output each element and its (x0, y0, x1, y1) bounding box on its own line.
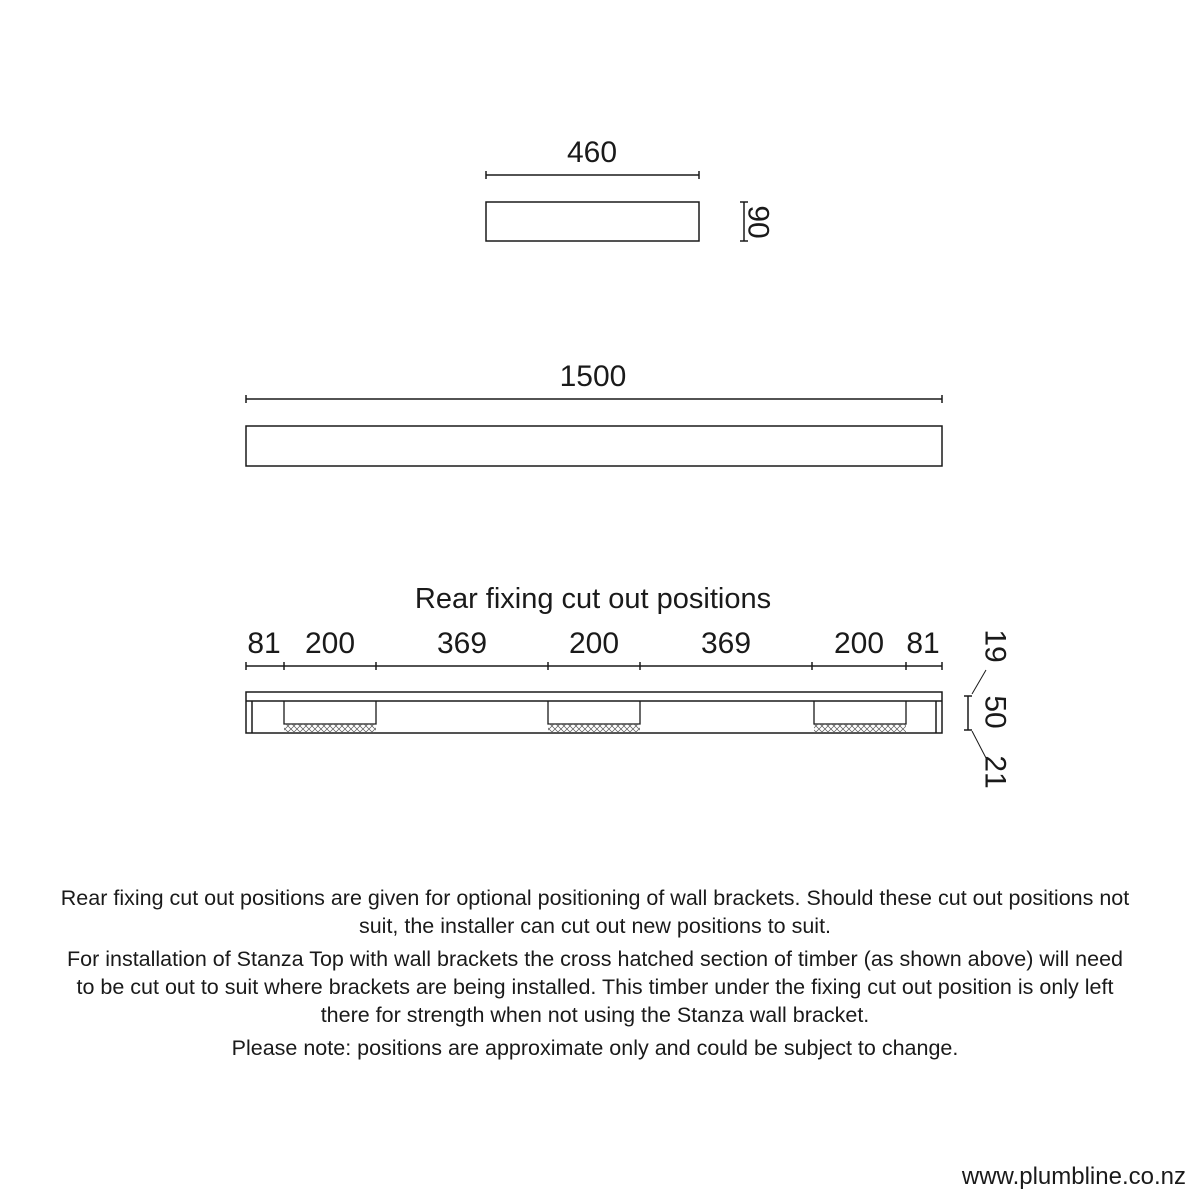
rear-view (246, 583, 1012, 789)
side-height-label: 90 (741, 205, 775, 239)
segment-label-7: 81 (906, 627, 940, 660)
cutout-3 (814, 701, 906, 733)
top-view-outline (246, 426, 942, 466)
rear-vertical-dimension-line (964, 696, 972, 730)
top-view (246, 360, 942, 466)
segment-label-1: 81 (247, 627, 281, 660)
rear-dim-21-label: 21 (978, 755, 1012, 789)
side-width-label: 460 (566, 136, 618, 169)
footer-url: www.plumbline.co.nz (961, 1163, 1186, 1190)
side-view (486, 136, 775, 241)
top-length-dimension-line (246, 395, 942, 403)
cross-hatch-2 (548, 724, 640, 733)
note-paragraph-1: Rear fixing cut out positions are given for optional positioning of wall brackets. Should these cut out positions not suit, the installer can cut out new positions to suit. (60, 886, 1130, 938)
side-view-outline (486, 202, 699, 241)
segment-label-2: 200 (304, 627, 356, 660)
segment-label-3: 369 (436, 627, 488, 660)
cutout-2 (548, 701, 640, 733)
segment-label-4: 200 (568, 627, 620, 660)
segment-dimension-line (246, 662, 942, 670)
note-paragraph-3: Please note: positions are approximate only and could be subject to change. (231, 1036, 959, 1060)
segment-label-5: 369 (700, 627, 752, 660)
cross-hatch-3 (814, 724, 906, 733)
side-width-dimension-line (486, 171, 699, 179)
rear-view-title: Rear fixing cut out positions (414, 583, 772, 615)
note-paragraph-2: For installation of Stanza Top with wall brackets the cross hatched section of timber (as shown above) will need to be cut out to suit where brackets are being installed. This timber under the fixing cut out position is only left there for strength when not using the Stanza wall bracket. (66, 947, 1124, 1027)
rear-dim-50-label: 50 (978, 695, 1012, 729)
installation-notes (60, 884, 1130, 1067)
cutout-1 (284, 701, 376, 733)
cross-hatch-1 (284, 724, 376, 733)
rear-dim-19-label: 19 (978, 629, 1012, 663)
segment-label-6: 200 (833, 627, 885, 660)
top-length-label: 1500 (559, 360, 627, 393)
